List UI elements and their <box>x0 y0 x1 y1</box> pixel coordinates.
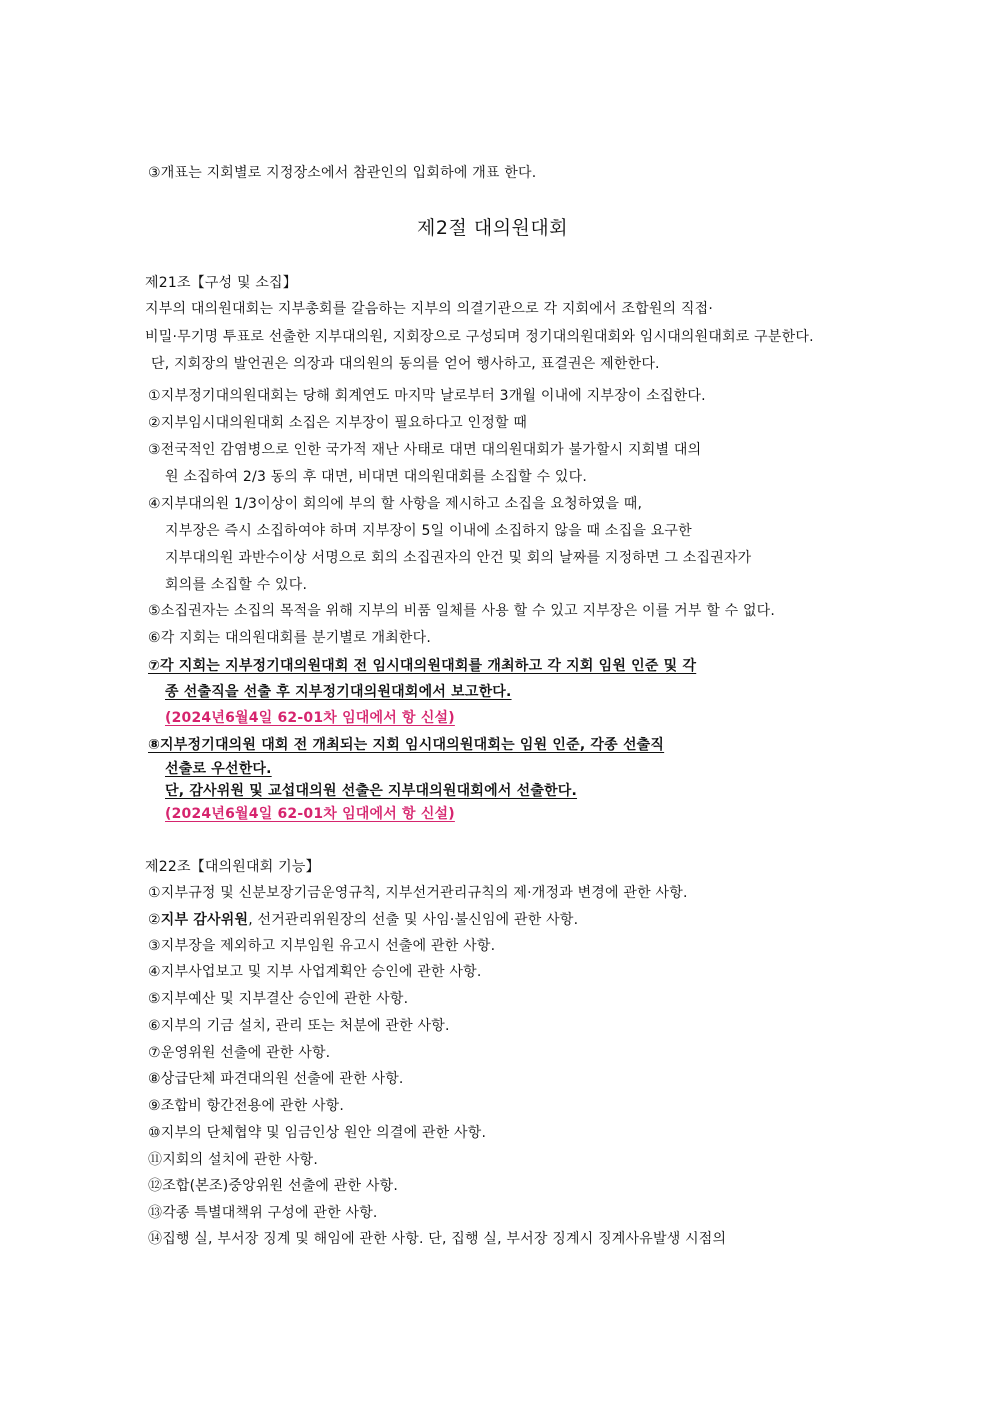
article-21-item-7-amended: ⑦각 지회는 지부정기대의원대회 전 임시대의원대회를 개최하고 각 지회 임원 인준 및 각 <box>148 658 697 674</box>
article-21-item-continuation: 회의를 소집할 수 있다. <box>165 577 308 593</box>
article-21-item: ④지부대의원 1/3이상이 회의에 부의 할 사항을 제시하고 소집을 요청하였을 때, <box>148 496 643 512</box>
article-22-item: ⑩지부의 단체협약 및 임금인상 원안 의결에 관한 사항. <box>148 1125 487 1141</box>
article-21-intro-line: 단, 지회장의 발언권은 의장과 대의원의 동의를 얻어 행사하고, 표결권은 제한한다. <box>151 356 660 372</box>
item-text: , 선거관리위원장의 선출 및 사임·불신임에 관한 사항. <box>248 912 579 928</box>
article-22-item: ③지부장을 제외하고 지부임원 유고시 선출에 관한 사항. <box>148 938 496 954</box>
amendment-note: (2024년6월4일 62-01차 임대에서 항 신설) <box>165 710 455 726</box>
article-21-item-continuation: 지부대의원 과반수이상 서명으로 회의 소집권자의 안건 및 회의 날짜를 지정하면 그 소집권자가 <box>165 550 752 566</box>
article-22-item: ⑭집행 실, 부서장 징계 및 해임에 관한 사항. 단, 집행 실, 부서장 징계시 징계사유발생 시점의 <box>148 1231 727 1247</box>
amendment-note: (2024년6월4일 62-01차 임대에서 항 신설) <box>165 806 455 822</box>
article-22-heading: 제22조【대의원대회 기능】 <box>145 859 320 875</box>
article-21-item: ①지부정기대의원대회는 당해 회계연도 마지막 날로부터 3개월 이내에 지부장이 소집한다. <box>148 388 706 404</box>
article-21-item: ②지부임시대의원대회 소집은 지부장이 필요하다고 인정할 때 <box>148 415 528 431</box>
article-22-item: ①지부규정 및 신분보장기금운영규칙, 지부선거관리규칙의 제·개정과 변경에 관한 사항. <box>148 885 688 901</box>
paragraph-item-3-counting: ③개표는 지회별로 지정장소에서 참관인의 입회하에 개표 한다. <box>148 165 537 181</box>
section-title: 제2절 대의원대회 <box>417 217 569 239</box>
article-22-item: ⑨조합비 항간전용에 관한 사항. <box>148 1098 345 1114</box>
article-22-item: ④지부사업보고 및 지부 사업계획안 승인에 관한 사항. <box>148 964 482 980</box>
article-22-item: ⑧상급단체 파견대의원 선출에 관한 사항. <box>148 1071 404 1087</box>
bold-term: 지부 감사위원 <box>160 912 249 928</box>
item-number: ② <box>148 912 161 928</box>
article-21-item: ⑥각 지회는 대의원대회를 분기별로 개최한다. <box>148 630 432 646</box>
article-22-item: ⑤지부예산 및 지부결산 승인에 관한 사항. <box>148 991 409 1007</box>
article-21-item-7-amended-continuation: 종 선출직을 선출 후 지부정기대의원대회에서 보고한다. <box>165 684 512 700</box>
article-22-item: ⑫조합(본조)중앙위원 선출에 관한 사항. <box>148 1178 398 1194</box>
article-22-item: ⑬각종 특별대책위 구성에 관한 사항. <box>148 1205 378 1221</box>
article-21-item-8-amended-continuation: 단, 감사위원 및 교섭대의원 선출은 지부대의원대회에서 선출한다. <box>165 783 578 799</box>
article-21-item-continuation: 지부장은 즉시 소집하여야 하며 지부장이 5일 이내에 소집하지 않을 때 소집을 요구한 <box>165 523 692 539</box>
article-22-item: ⑥지부의 기금 설치, 관리 또는 처분에 관한 사항. <box>148 1018 450 1034</box>
article-21-item-8-amended-continuation: 선출로 우선한다. <box>165 761 272 777</box>
article-21-intro-line: 비밀·무기명 투표로 선출한 지부대의원, 지회장으로 구성되며 정기대의원대회와 임시대의원대회로 구분한다. <box>145 329 814 345</box>
article-21-item-8-amended: ⑧지부정기대의원 대회 전 개최되는 지회 임시대의원대회는 임원 인준, 각종 선출직 <box>148 737 665 753</box>
article-22-item-2 <box>148 910 578 930</box>
article-21-item: ③전국적인 감염병으로 인한 국가적 재난 사태로 대면 대의원대회가 불가할시 지회별 대의 <box>148 442 702 458</box>
article-21-heading: 제21조【구성 및 소집】 <box>145 275 297 291</box>
article-22-item: ⑪지회의 설치에 관한 사항. <box>148 1152 319 1168</box>
article-21-item: ⑤소집권자는 소집의 목적을 위해 지부의 비품 일체를 사용 할 수 있고 지부장은 이를 거부 할 수 없다. <box>148 603 776 619</box>
article-22-item: ⑦운영위원 선출에 관한 사항. <box>148 1045 331 1061</box>
article-21-item-continuation: 원 소집하여 2/3 동의 후 대면, 비대면 대의원대회를 소집할 수 있다. <box>165 469 588 485</box>
article-21-intro-line: 지부의 대의원대회는 지부총회를 갈음하는 지부의 의결기관으로 각 지회에서 조합원의 직접· <box>145 301 714 317</box>
